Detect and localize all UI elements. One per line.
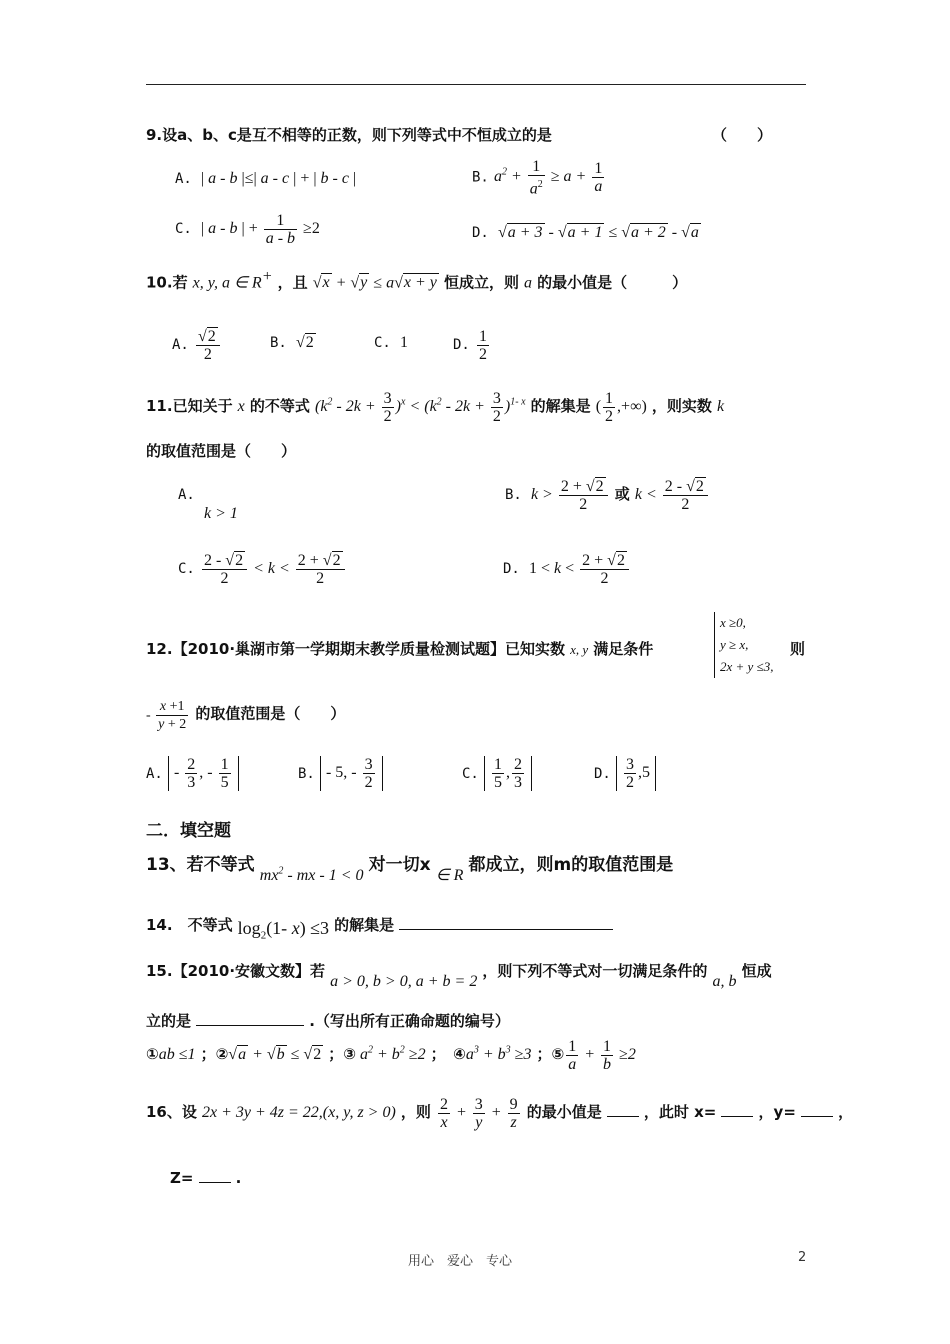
q12-option-c: C. $\frac{1}{5}$ , $\frac{2}{3}$	[462, 756, 532, 791]
q10-option-c: C. 1	[374, 334, 408, 351]
q10-option-a: A. $\frac{√2}{2}$	[172, 328, 222, 363]
q16-z-line: Z= .	[170, 1169, 242, 1187]
q11-stem: 11.已知关于 x 的不等式 ($k^2 - 2k$ + $\frac{3}{2}$ )$^x < (k^2 - 2k$ + $\frac{3}{2}$ )$^{1- x}$ 的解集是 ( $\frac{1}{2}$ ,+∞) ，则实数 k	[146, 390, 725, 425]
q9-option-c: C. | a - b | + $\frac{1}{a - b}$ ≥2	[175, 212, 320, 247]
q11-option-d: D. 1 < k < $\frac{2 + √2}{2}$	[503, 552, 631, 587]
q9-answer-paren: （ ）	[712, 126, 773, 144]
q11-option-a: A. k > 1	[178, 487, 238, 522]
q10-stem: 10.若 x, y, a ∈ R+ ，且 √x + √y ≤ a√x + y 恒成立，则 a 的最小值是（ ）	[146, 268, 688, 292]
q16-z-blank[interactable]	[199, 1182, 231, 1183]
q12-option-d: D. $\frac{3}{2}$ ,5	[594, 756, 656, 791]
footer-motto: 用心 爱心 专心	[408, 1254, 513, 1269]
q13-stem: 13、若不等式 $mx^2$ - mx - 1 < 0 对一切x ∈ R 都成立，则m的取值范围是	[146, 855, 674, 884]
q9-option-b: B. $a^2$ + $\frac{1}{a^2}$ ≥ a + $\frac{1}{a}$	[472, 158, 603, 198]
q9-option-a: A. | a - b |≤| a - c | + | b - c |	[175, 170, 357, 187]
q10-option-b: B. √2	[270, 334, 314, 351]
q15-propositions: ①ab ≤1 ；②√a + √b ≤ √2 ；③ $a^2 + b^2 \ge 2$ ； $④a^3 + b^3 \ge 3$ ；⑤ $\frac{1}{a}$ + $\frac{1}{b}$ ≥2	[146, 1038, 636, 1073]
q12-stem-line2: - $\frac{x +1}{y + 2}$ 的取值范围是（ ）	[146, 699, 346, 732]
q14-answer-blank[interactable]	[399, 929, 613, 930]
q16-x-blank[interactable]	[721, 1116, 753, 1117]
q10-option-d: D. $\frac{1}{2}$	[453, 328, 487, 363]
q12-option-b: B. - 5, - $\frac{3}{2}$	[298, 756, 383, 791]
q11-option-c: C. $\frac{2 - √2}{2}$ < k < $\frac{2 + √2}{2}$	[178, 552, 347, 587]
q15-stem-line2: 立的是 .（写出所有正确命题的编号）	[146, 1012, 510, 1030]
q14-stem: 14. 不等式 $\log_2(1-$ x) ≤3 的解集是	[146, 914, 613, 938]
q12-option-a: A. - $\frac{2}{3}$ , - $\frac{1}{5}$	[146, 756, 239, 791]
q12-then: 则	[790, 640, 806, 658]
q12-stem: 12.【2010·巢湖市第一学期期末教学质量检测试题】已知实数 x, y 满足条件	[146, 640, 654, 658]
q9-option-d: D. √a + 3 - √a + 1 ≤ √a + 2 - √a	[472, 224, 699, 241]
q16-stem: 16、设 2x + 3y + 4z = 22,(x, y, z > 0) ，则 $\frac{2}{x}$ + $\frac{3}{y}$ + $\frac{9}{z}$ 的最小值是 ，此时 x= ，y= ，	[146, 1096, 854, 1131]
q11-stem-line2: 的取值范围是（ ）	[146, 442, 297, 460]
q16-y-blank[interactable]	[801, 1116, 833, 1117]
header-rule	[146, 84, 806, 85]
section-fill-in-heading: 二．填空题	[146, 821, 231, 841]
q11-option-b: B. k > $\frac{2 + √2}{2}$ 或 k < $\frac{2 - √2}{2}$	[505, 478, 710, 513]
q15-stem: 15.【2010·安徽文数】若 a > 0, b > 0, a + b = 2 ，则下列不等式对一切满足条件的 a, b 恒成	[146, 962, 772, 990]
page-number: 2	[798, 1250, 807, 1265]
q15-answer-blank[interactable]	[196, 1025, 304, 1026]
q9-stem: 9.设a、b、c是互不相等的正数，则下列等式中不恒成立的是	[146, 126, 552, 144]
q12-system: x ≥0, y ≥ x, 2x + y ≤3,	[714, 612, 773, 678]
q16-min-blank[interactable]	[607, 1116, 639, 1117]
